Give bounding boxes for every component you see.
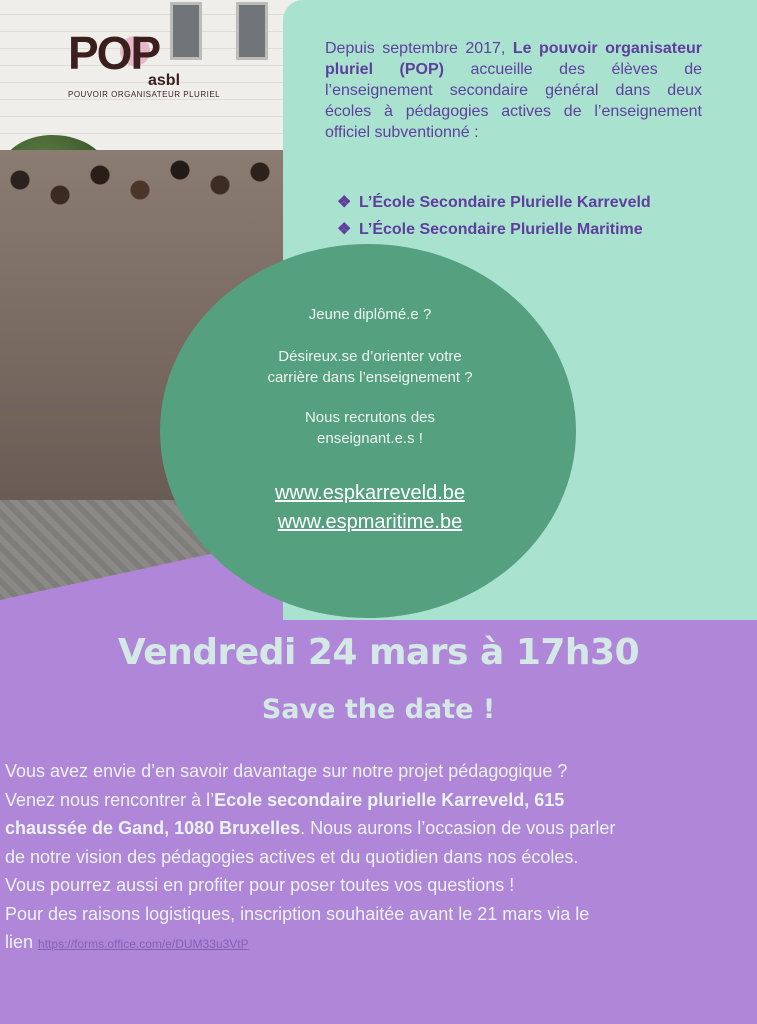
link-karreveld[interactable]: www.espkarreveld.be [274,482,466,504]
save-the-date: Save the date ! [261,694,496,725]
intro-text-1: Depuis septembre 2017, [325,40,513,57]
intro-text-2: accueille des élèves de l’enseignement secondaire général dans deux écoles à pédagogies actives de l’enseignement officiel subventionné : [325,61,702,141]
logo-asbl: asbl [148,72,181,89]
circle-line-recruit-2: enseignant.e.s ! [317,430,423,447]
organizer-name: Le pouvoir organisateur pluriel (POP) [325,40,702,78]
school-name: L’École Secondaire Plurielle Maritime [359,221,643,238]
event-description [5,757,750,959]
body-line [5,928,750,959]
pop-logo [68,27,221,102]
window [236,2,268,60]
body-text: Venez nous rencontrer à l’ [5,789,215,810]
circle-line-orient-2: carrière dans l’enseignement ? [267,369,473,386]
logo-subtitle: POUVOIR ORGANISATEUR PLURIEL [68,90,221,99]
logo-mark: POP [68,27,160,79]
circle-line-graduate: Jeune diplômé.e ? [308,306,432,323]
list-item [337,216,651,243]
school-name: L’École Secondaire Plurielle Karreveld [359,194,651,211]
body-line: de notre vision des pédagogies actives et du quotidien dans nos écoles. [5,846,579,867]
schools-list [337,189,651,243]
venue-address-1: Ecole secondaire plurielle Karreveld, 615 [214,789,565,810]
diamond-bullet-icon: ❖ [337,194,352,211]
link-maritime[interactable]: www.espmaritime.be [277,511,463,533]
circle-line-recruit-1: Nous recrutons des [304,409,436,426]
event-date: Vendredi 24 mars à 17h30 [117,632,640,673]
body-text: . Nous aurons l’occasion de vous parler [300,818,616,838]
circle-line-orient-1: Désireux.se d’orienter votre [278,348,462,365]
body-line [5,814,750,843]
body-line: Pour des raisons logistiques, inscription souhaitée avant le 21 mars via le [5,903,590,924]
body-line [5,786,750,815]
registration-link[interactable]: https://forms.office.com/e/DUM33u3VtP [38,937,249,951]
diamond-bullet-icon: ❖ [337,221,352,238]
venue-address-2: chaussée de Gand, 1080 Bruxelles [5,818,301,838]
body-line: Vous pourrez aussi en profiter pour poser toutes vos questions ! [5,875,515,895]
body-line: Vous avez envie d’en savoir davantage sur notre projet pédagogique ? [5,761,568,781]
body-text: lien [5,932,34,952]
list-item [337,189,651,216]
intro-paragraph [325,38,702,143]
